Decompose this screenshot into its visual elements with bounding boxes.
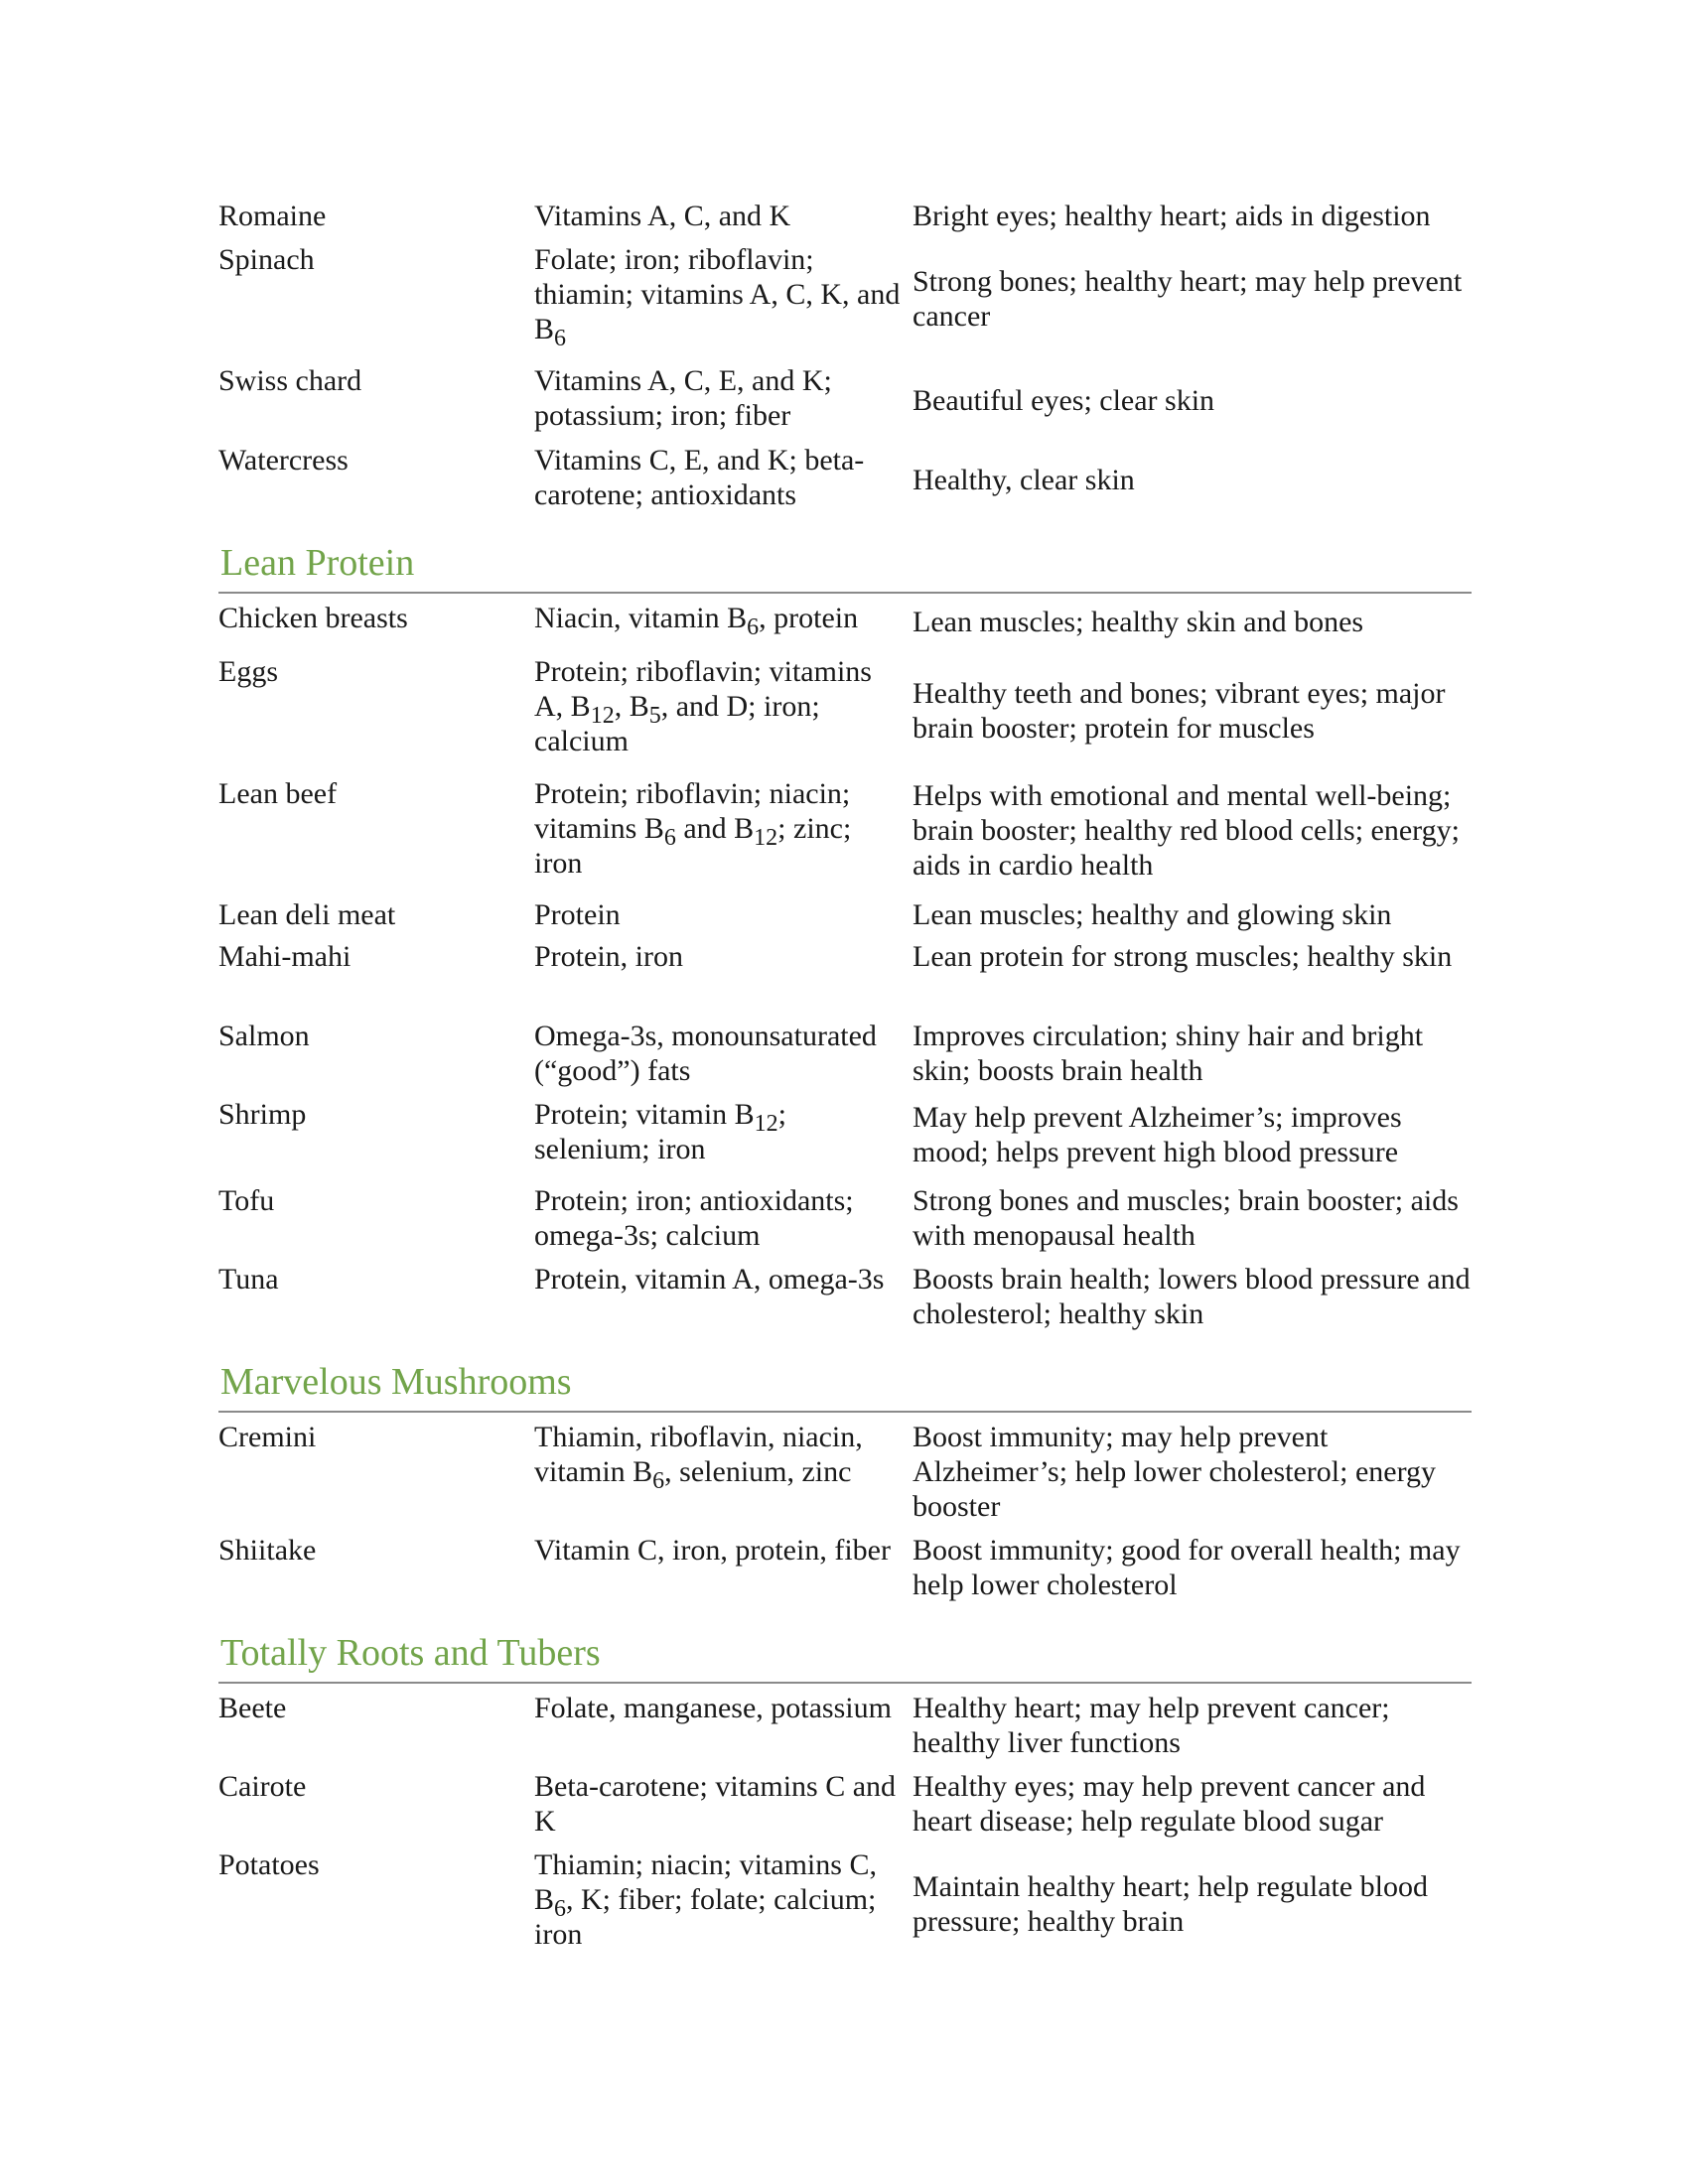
food-name: Watercress — [218, 444, 349, 477]
food-name: Lean deli meat — [218, 898, 396, 931]
benefits: Bright eyes; healthy heart; aids in digestion — [913, 200, 1431, 232]
benefits: Beautiful eyes; clear skin — [913, 384, 1215, 417]
benefits: Boost immunity; good for overall health; may help lower cholesterol — [913, 1534, 1461, 1601]
benefits: Helps with emotional and mental well-being; brain booster; healthy red blood cells; energy; aids in cardio health — [913, 779, 1460, 882]
nutrients: Thiamin, riboflavin, niacin, vitamin $B_6$, selenium, zinc — [534, 1421, 863, 1494]
nutrients: Vitamins A, C, and K — [534, 200, 791, 232]
nutrients: Niacin, vitamin $B_6$, protein — [534, 602, 859, 640]
nutrients: Protein, iron — [534, 940, 683, 973]
benefits: Healthy teeth and bones; vibrant eyes; major brain booster; protein for muscles — [913, 677, 1446, 745]
benefits: Lean muscles; healthy and glowing skin — [913, 898, 1392, 931]
nutrients: Protein; iron; antioxidants; omega-3s; calcium — [534, 1184, 854, 1252]
section-divider — [218, 592, 1472, 594]
nutrients: Vitamins A, C, E, and K; potassium; iron; fiber — [534, 364, 832, 432]
food-name: Eggs — [218, 655, 278, 688]
benefits: Strong bones; healthy heart; may help prevent cancer — [913, 265, 1463, 333]
section-divider — [218, 1682, 1472, 1684]
benefits: Maintain healthy heart; help regulate blood pressure; healthy brain — [913, 1870, 1428, 1938]
nutrients: Protein; vitamin $B_{12}$; selenium; iron — [534, 1098, 787, 1165]
nutrients: Thiamin; niacin; vitamins C, $B_6$, K; fiber; folate; calcium; iron — [534, 1848, 877, 1951]
food-name: Tofu — [218, 1184, 275, 1217]
benefits: Lean protein for strong muscles; healthy skin — [913, 940, 1453, 973]
section-title: Totally Roots and Tubers — [220, 1632, 601, 1674]
food-name: Cairote — [218, 1770, 307, 1803]
nutrients: Folate; iron; riboflavin; thiamin; vitamins A, C, K, and $B_6$ — [534, 243, 901, 351]
section-title: Lean Protein — [220, 542, 415, 584]
food-name: Beete — [218, 1692, 287, 1724]
nutrients: Protein, vitamin A, omega-3s — [534, 1263, 885, 1296]
section-title: Marvelous Mushrooms — [220, 1361, 572, 1403]
benefits: Lean muscles; healthy skin and bones — [913, 606, 1364, 638]
benefits: Boosts brain health; lowers blood pressure and cholesterol; healthy skin — [913, 1263, 1471, 1330]
section-divider — [218, 1411, 1472, 1413]
food-name: Lean beef — [218, 777, 338, 810]
nutrients: Vitamin C, iron, protein, fiber — [534, 1534, 891, 1567]
benefits: Healthy heart; may help prevent cancer; healthy liver functions — [913, 1692, 1390, 1759]
benefits: May help prevent Alzheimer’s; improves mood; helps prevent high blood pressure — [913, 1101, 1402, 1168]
nutrients: Omega-3s, monounsaturated (“good”) fats — [534, 1020, 877, 1087]
food-name: Romaine — [218, 200, 327, 232]
food-name: Cremini — [218, 1421, 317, 1453]
food-name: Salmon — [218, 1020, 310, 1052]
benefits: Healthy, clear skin — [913, 464, 1135, 496]
food-name: Tuna — [218, 1263, 279, 1296]
nutrients: Protein; riboflavin; vitamins A, $B_{12}$, $B_5$, and D; iron; calcium — [534, 655, 872, 757]
nutrients: Beta-carotene; vitamins C and K — [534, 1770, 897, 1838]
benefits: Improves circulation; shiny hair and bright skin; boosts brain health — [913, 1020, 1424, 1087]
nutrients: Protein; riboflavin; niacin; vitamins $B_6$ and $B_{12}$; zinc; iron — [534, 777, 852, 880]
benefits: Strong bones and muscles; brain booster; aids with menopausal health — [913, 1184, 1459, 1252]
food-name: Shiitake — [218, 1534, 317, 1567]
benefits: Healthy eyes; may help prevent cancer and heart disease; help regulate blood sugar — [913, 1770, 1426, 1838]
nutrients: Vitamins C, E, and K; beta-carotene; antioxidants — [534, 444, 865, 511]
food-name: Chicken breasts — [218, 602, 408, 634]
food-name: Mahi-mahi — [218, 940, 352, 973]
food-name: Shrimp — [218, 1098, 307, 1131]
nutrients: Protein — [534, 898, 621, 931]
nutrients: Folate, manganese, potassium — [534, 1692, 892, 1724]
benefits: Boost immunity; may help prevent Alzheimer’s; help lower cholesterol; energy booster — [913, 1421, 1437, 1523]
food-name: Spinach — [218, 243, 315, 276]
food-name: Swiss chard — [218, 364, 362, 397]
food-name: Potatoes — [218, 1848, 320, 1881]
